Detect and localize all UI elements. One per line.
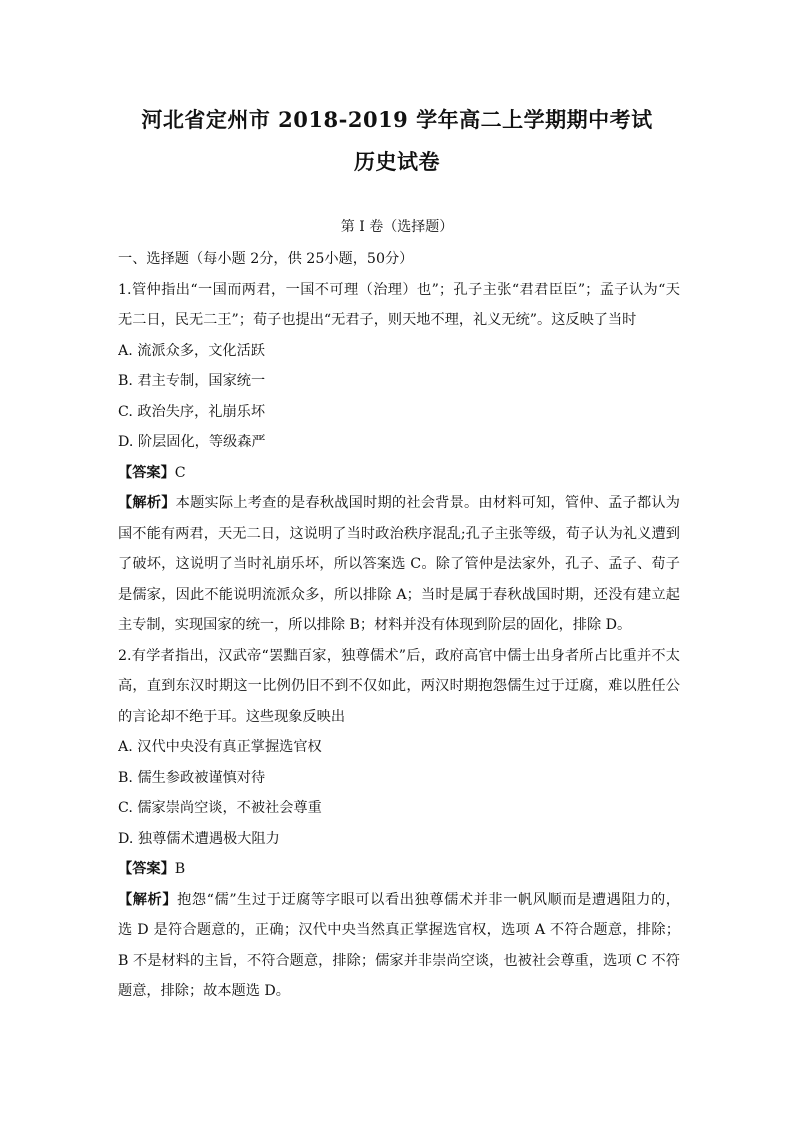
answer-value: B [174, 861, 186, 877]
q2-stem-line: 高，直到东汉时期这一比例仍旧不到不仅如此，两汉时期抱怨儒生过于迂腐，难以胜任公 [118, 678, 680, 694]
q1-option-b: B. 君主专制，国家统一 [118, 373, 266, 389]
analysis-text: 抱怨“儒”生过于迂腐等字眼可以看出独尊儒术并非一帆风顺而是遭遇阻力的， [177, 891, 680, 908]
analysis-tag: 【解析】 [118, 495, 176, 511]
q2-analysis-line: B 不是材料的主旨，不符合题意，排除；儒家并非崇尚空谈，也被社会尊重，选项 C 不符 [118, 952, 680, 969]
q2-analysis-line: 选 D 是符合题意的，正确；汉代中央当然真正掌握选官权，选项 A 不符合题意，排除； [118, 922, 680, 938]
q1-option-c: C. 政治失序，礼崩乐坏 [118, 403, 266, 420]
q2-option-b: B. 儒生参政被谨慎对待 [118, 769, 266, 786]
q2-analysis-line [118, 885, 680, 916]
q1-stem-line: 1.管仲指出“一国而两君，一国不可理（治理）也”；孔子主张“君君臣臣”；孟子认为“天 [118, 281, 680, 298]
q1-analysis-line: 是儒家，因此不能说明流派众多，所以排除 A；当时是属于春秋战国时期，还没有建立起 [118, 586, 680, 603]
q2-answer [118, 854, 680, 885]
q2-option-a: A. 汉代中央没有真正掌握选官权 [118, 739, 322, 755]
answer-tag: 【答案】 [118, 464, 175, 481]
q1-option-a: A. 流派众多，文化活跃 [118, 342, 265, 359]
section-heading: 第 I 卷（选择题） [340, 219, 454, 235]
document-body [118, 244, 680, 1007]
q1-answer [118, 458, 680, 489]
q1-option-d: D. 阶层固化，等级森严 [118, 434, 266, 450]
analysis-text: 本题实际上考查的是春秋战国时期的社会背景。由材料可知，管仲、孟子都认为 [175, 495, 680, 511]
q2-analysis-line: 题意，排除；故本题选 D。 [118, 983, 290, 999]
document-subtitle: 历史试卷 [354, 149, 440, 174]
q1-stem-line: 无二日，民无二王”；荀子也提出“无君子，则天地不理，礼义无统”。这反映了当时 [118, 312, 637, 328]
q1-analysis-line: 主专制，实现国家的统一，所以排除 B；材料并没有体现到阶层的固化，排除 D。 [118, 617, 632, 633]
answer-value: C [174, 464, 186, 481]
q1-analysis-line [118, 488, 680, 519]
q2-option-d: D. 独尊儒术遭遇极大阻力 [118, 830, 280, 847]
q2-option-c: C. 儒家崇尚空谈，不被社会尊重 [118, 800, 322, 816]
q2-stem-line: 2.有学者指出，汉武帝“罢黜百家，独尊儒术”后，政府高官中儒士出身者所占比重并不太 [118, 647, 680, 664]
q2-stem-line: 的言论却不绝于耳。这些现象反映出 [118, 708, 346, 725]
answer-tag: 【答案】 [118, 861, 175, 877]
q1-analysis-line: 国不能有两君，天无二日，这说明了当时政治秩序混乱;孔子主张等级，荀子认为礼义遭到 [118, 525, 680, 542]
analysis-tag: 【解析】 [118, 891, 178, 908]
document-title: 河北省定州市 2018-2019 学年高二上学期期中考试 [141, 107, 653, 132]
instructions: 一、选择题（每小题 2分，供 25小题，50分） [118, 251, 414, 267]
q1-analysis-line: 了破坏，这说明了当时礼崩乐坏，所以答案选 C。除了管仲是法家外，孔子、孟子、荀子 [118, 556, 680, 572]
